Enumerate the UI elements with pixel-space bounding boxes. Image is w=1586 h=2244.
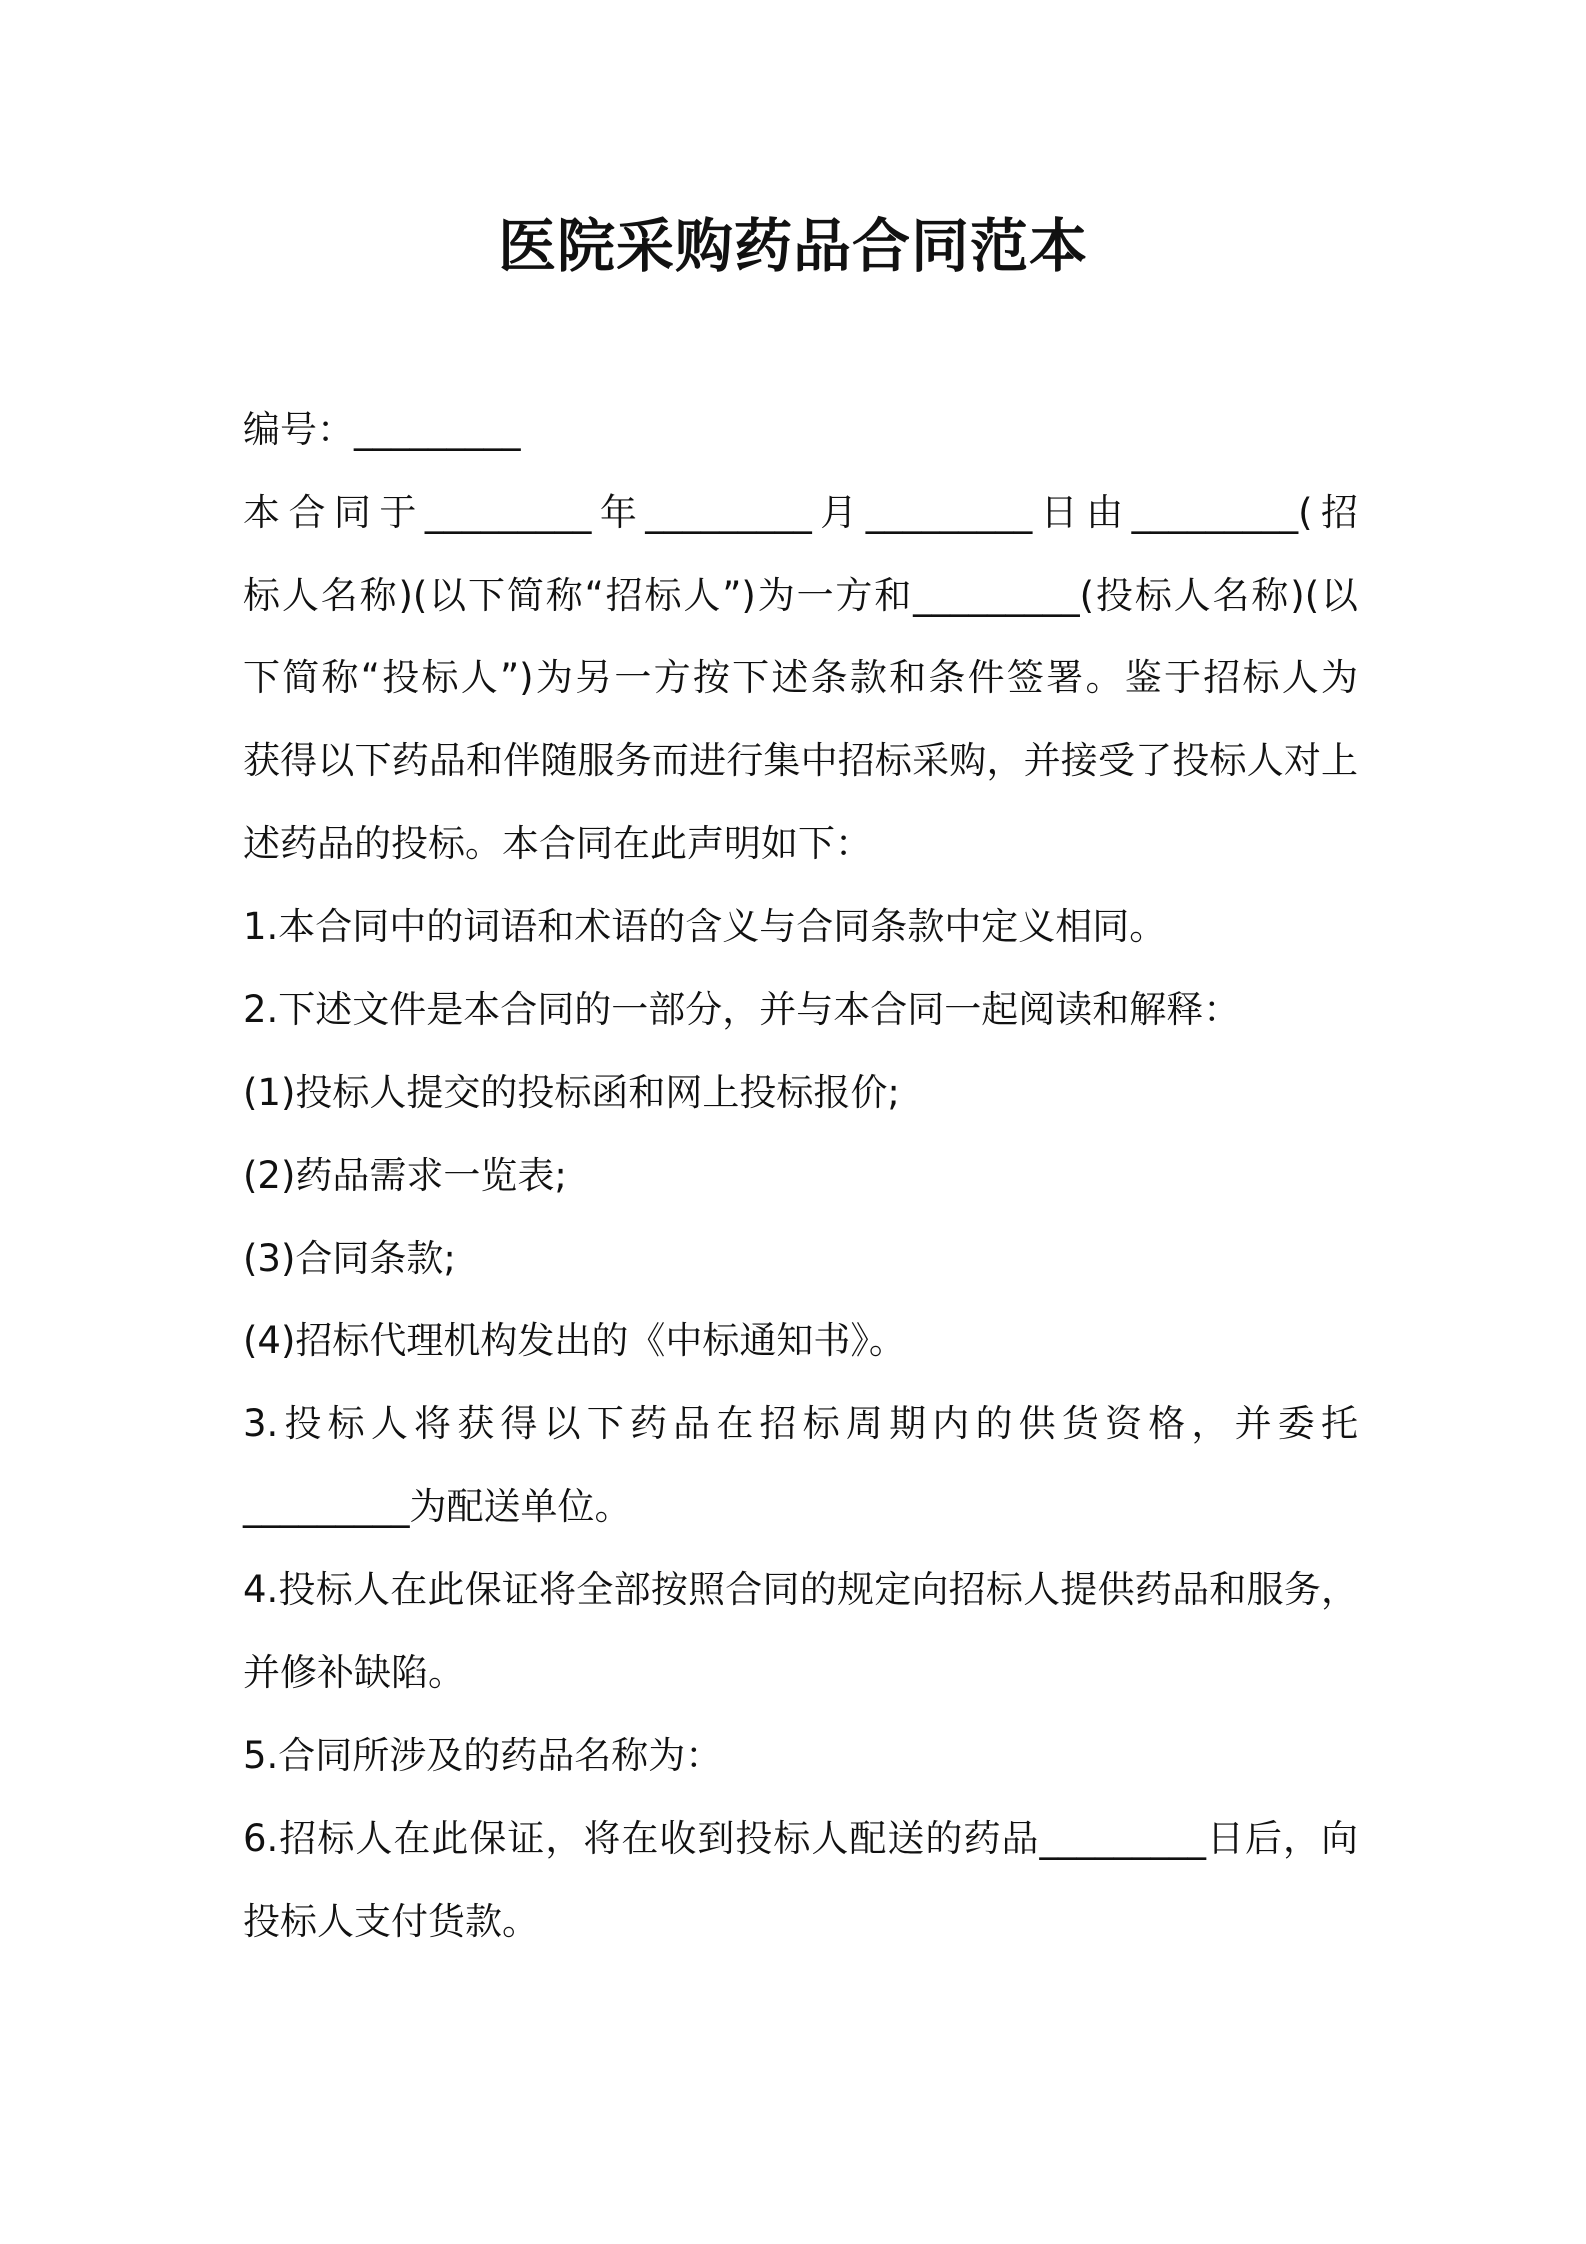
clause-2: 2.下述文件是本合同的一部分，并与本合同一起阅读和解释： <box>243 988 1241 1031</box>
intro-paragraph-line: 述药品的投标。本合同在此声明如下： <box>243 822 872 865</box>
clause-2-item: (4)招标代理机构发出的《中标通知书》。 <box>243 1319 906 1362</box>
clause-4-line: 4.投标人在此保证将全部按照合同的规定向招标人提供药品和服务， <box>243 1568 1358 1611</box>
clause-2-item: (1)投标人提交的投标函和网上投标报价; <box>243 1071 900 1114</box>
intro-paragraph-line: 本合同于_________年_________月_________日由_________(招 <box>243 491 1358 534</box>
intro-paragraph-line: 标人名称)(以下简称“招标人”)为一方和_________(投标人名称)(以 <box>243 574 1358 617</box>
contract-number-line: 编号：_________ <box>243 408 521 451</box>
clause-5: 5.合同所涉及的药品名称为： <box>243 1734 723 1777</box>
intro-paragraph-line: 获得以下药品和伴随服务而进行集中招标采购，并接受了投标人对上 <box>243 739 1358 782</box>
clause-3-line: _________为配送单位。 <box>243 1485 632 1528</box>
clause-3-line: 3.投标人将获得以下药品在招标周期内的供货资格，并委托 <box>243 1402 1358 1445</box>
clause-2-item: (3)合同条款; <box>243 1237 456 1280</box>
intro-paragraph-line: 下简称“投标人”)为另一方按下述条款和条件签署。鉴于招标人为 <box>243 656 1358 699</box>
clause-1: 1.本合同中的词语和术语的含义与合同条款中定义相同。 <box>243 905 1167 948</box>
document-title: 医院采购药品合同范本 <box>497 212 1088 280</box>
clause-6-line: 6.招标人在此保证，将在收到投标人配送的药品_________日后，向 <box>243 1817 1358 1860</box>
clause-4-line: 并修补缺陷。 <box>243 1651 465 1694</box>
clause-2-item: (2)药品需求一览表; <box>243 1154 567 1197</box>
clause-6-line: 投标人支付货款。 <box>243 1900 539 1943</box>
